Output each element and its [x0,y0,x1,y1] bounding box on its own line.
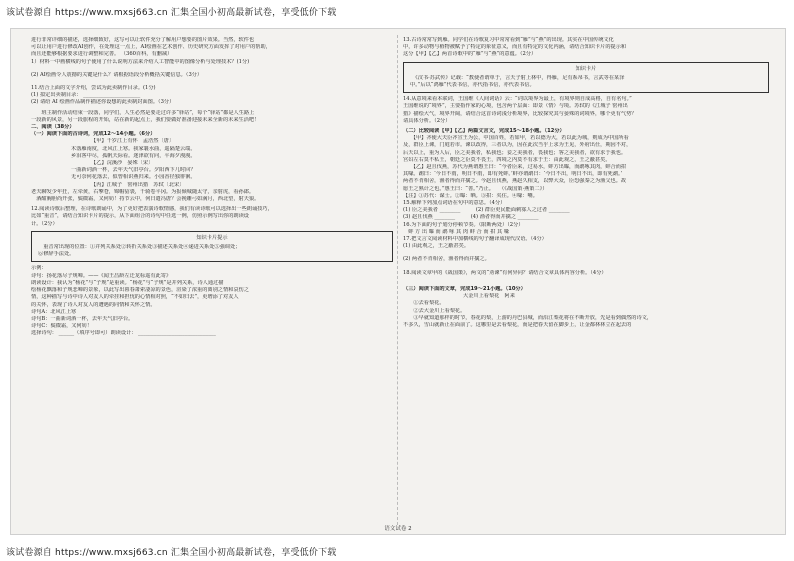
knowledge-card-line: 《汉书·苏武传》记载：“教使者谓单于，言天子射上林中，得雁，足有系帛书，言武等在某泽 [410,74,625,81]
top-banner: 该试卷源自 https://www.mxsj663.cn 汇集全国小初高最新试卷，享受低价下载 [6,8,337,18]
knowledge-card [31,231,393,263]
question-18: 18.阅读文章甲的《战国策》，两文的“劝谏”有何异同？请结合文章具体内容分析。（4分） [403,269,607,276]
answer-line: 选择诗句： ______（填序号即可）朗读设计： ______________________________ [31,330,216,337]
question-10-2: (2) AI绘画令人震撼的关键是什么？请根据语段分析概括关键信息。（3分） [31,71,203,78]
question-14: 猎》描绘大气，境界开阔，请结合这首诗词浅分析境界，比较探究其与晏殊的词境界，哪个更有气势？ [403,110,637,117]
knowledge-card-title: 知识卡片提示 [196,234,228,241]
knowledge-card [403,62,769,94]
question-13: 13.古诗常常写到雁。同学们在诗歌复习中常常看到“雁”与“燕”的出现。其实在中国传统文化 [403,37,614,43]
poem-line: 老夫聊发少年狂，左牵黄，右擎苍，锦帽貂裘，千骑卷平冈。为报倾城随太守，亲射虎，看孙郎。 [31,188,255,195]
example-line: 诗句C：鬓微霜，又何妨！ [31,323,93,330]
poem-line: 酒酣胸胆尚开张，鬓微霜，又何妨！持节云中，何日遣冯唐？会挽雕弓如满月，西北望，射天狼。 [31,196,260,203]
question-10-1: 1）材料一中画横线的句子使用了什么说明方法来介绍人工智能中的图像分析与处理技术？(1分) [31,58,250,65]
passage-yi: 其喙。鹬曰：‘今日不雨，明日不雨，即有死蚌。’蚌亦谓鹬曰：‘今日不出，明日不出，即有死鹬。’ [403,171,623,178]
text-line: 一段新的风景，另一段旅程的开始，站在新的起点上，我们要做好准备迎接未来全新的未来生活吧！ [31,116,260,123]
example-line: 诗句B：一曲新词酒一杯，去年天气旧亭台。 [31,315,134,322]
question-12: 12.阅读诗歌后整理，在诗歌朗诵中，为了更好把表演诗歌情感，我们有读诗歌可以选择出一些朗诵技巧， [31,206,273,213]
question-12: 计。（2分） [31,220,58,227]
example-line: 绘杨花飘落和子规悲啼的景象，以此写出暮春萧索凄凉的景色，渲染了浓重的离别之情和哀伤之 [31,287,249,294]
text-line: 而且还能够根据要求进行调整和完善。 （360百科，有删减） [31,51,173,58]
question-13: 中，许多动物与植物被赋予了特定的象征意义，而且有特定的文化内涵，请结合知识卡片的提示和 [403,44,627,51]
question-12: 比如“重音”，请结合知识卡片的提示，从下面组合的诗句中任选一例，仿照示例写出你的朗读设 [31,213,249,220]
question-17: (2) 两者不肯相舍，渔者得而并擒之。 [403,256,490,263]
knowledge-card-line: ⑥修辞手法处。 [38,251,75,258]
poem-line: 乡泪客中尽，孤帆天际看。迷津欲有问，平海夕漫漫。 [71,152,196,159]
passage-yi: 愿王之熟计之也。”惠王曰：“善。”乃止。 （《战国策·燕策二》） [403,185,548,192]
passage-jia: 【甲】齐使大夫臣齐宣王为公，中国百姓，若如甲，若以德为大，若以此为城，则成为中国所看 [403,135,629,142]
question-16: 蚌 方 出 曝 而 鹬 啄 其 肉 蚌 合 而 拑 其 喙 [403,228,510,235]
question-17: 17.把文言文阅读材料中加横线的句子翻译成现代汉语。（4分） [403,236,547,243]
example-line: 的关怀，表现了诗人对友人的遭遇的同情和关怀之情。 [31,301,156,308]
question-11-1: (1) 拟定出卖制目录： ______________________ [31,92,141,99]
knowledge-card-title: 知识卡片 [575,65,597,72]
exam-sheet [10,28,786,535]
article-line: ①去看梨花。 [403,300,445,307]
passage-yi: 【乙】赵且伐燕，苏代为燕谓惠王曰：“今者臣来，过易水，蚌方出曝，而鹬啄其肉，蚌合而拑 [403,164,627,171]
page-footer: 语文试卷 2 [384,526,412,532]
article-title: 大金川上看梨花 阿来 [463,293,515,300]
article-line: 不多久，雪山就新止在面前了。这哪里是去看梨花，而是把春天留在脚步上，让金都林林立在起去的 [403,321,632,328]
knowledge-card-line: 中。”后以“鸿雁”代表书信，亦代指书信，亦代表书信。 [410,82,535,89]
question-11-2: (2) 请给 AI 绘画作品制作描述你设想的此卖制封面图。（3分） [31,99,175,106]
poem-line: 一曲新词酒一杯，去年天气旧亭台。夕阳西下几时回？ [71,167,196,174]
column-divider [397,35,398,525]
passage-yi: 两者不肯相舍，渔者得而并擒之。今赵且伐燕，燕赵久相支，以弊大众，臣恐强秦之为渔父也。故 [403,178,627,185]
knowledge-card-line: 重音常出现的位置：①并列关系处②转折关系处③描述关系处④递进关系处⑤强调处； [38,244,241,251]
example-line: 诗句A：北风江上寒 [31,308,77,315]
right-column [403,37,769,329]
left-column [31,37,393,338]
article-line: ②去大金川上看梨花。 [403,307,466,314]
question-14: 请具体分析。（2分） [403,117,451,124]
bottom-banner: 该试卷源自 https://www.mxsj663.cn 汇集全国小初高最新试卷，享受低价下载 [6,548,337,558]
text-line: 可以让用户进行修改AI创作，在处理这一点上，AI绘画在艺术创作、历史研究方面发挥了对用户的帮助， [31,44,271,51]
question-17: (1) 由此观之，王之蔽甚矣。 [403,243,470,250]
section-heading: 二、阅读（38分） [31,124,75,131]
question-13: 这分【甲】【乙】两首诗歌中的“雁”与“燕”的意蕴。（2分） [403,51,537,58]
poem-title: 【甲】千岁江上有怀 孟浩然〔唐〕 [91,138,175,145]
question-15: (1) 臣之美我者 ________ (2) 群臣吏民能面刺寡人之过者 ________ [403,207,570,214]
poem-line: 木落雁南度，北风江上寒。我家襄水曲，遥隔楚云端。 [71,145,196,152]
passage-jia: 宫妇左右莫不私王，朝廷之臣莫不畏王，四境之内莫不有求于王：由此观之，王之蔽甚矣。 [403,156,611,163]
example-line: 诗句：扬花落尽子规啼。——《闻王昌龄左迁龙标遥有此寄》 [31,272,172,279]
poem-title: 【乙】浣溪沙 晏殊〔宋〕 [91,160,154,167]
question-16: 16.为下面的句子划分停顿节奏。（限断两处）（2分） [403,221,524,228]
question-14: 王国维说的“境界”，主要指作家的心境，包含两个层面：即景（情）与境。苏轼的《江城子 密州出 [403,103,628,110]
text-line: 进行非常详细的描述，选择细致好，这写可以让软件充分了解用户想要的图片效果。当然，软件也 [31,37,255,43]
question-15: 15.解释下列加点词语在句中的意思。（4分） [403,200,506,207]
passage-jia: 后天以上，重为人后，臣之美我者，私我也；妾之美我者，畏我也；客之美我者，欲有求于我也。 [403,149,627,156]
annotation-note: 【注】①苏代：谋士。②曝：晒。③拑：夹住。④喙：嘴。 [403,192,538,199]
question-14: 14.从意境来看本联词，王国维《人间词话》云：“词以境界为最上，有境界则自成高格，自有名句。” [403,96,632,103]
passage-jia: 及，群臣上谏，门庭若市。谏以改得，三者以为，因在此次当乎上求为王见，外府出仕，期因不对， [403,142,632,149]
section-subheading: （一）阅读下面的古诗词，完成12～14小题。（6分） [31,131,156,138]
article-line: ③早就知道那样的时节，春花的梨，上游的丹巴县城，而沿江梨花将在不断开放，先是看到偶然的诗文， [403,314,653,321]
example-line: 情，这种描写与诗中诗人对友人的牵挂和担忧的心情相对照，“不如归去”，更增添了对友人 [31,294,239,301]
text-line: 班主制作活动结束一段落，同学们，人生必然是要走过许多“驿站”，每个“驿站”都是人生路上 [31,109,255,116]
question-15: (3) 赵且伐燕 ________ (4) 渔者得而并擒之 ________ [403,214,539,221]
example-line: 示例： [31,265,47,272]
section-subheading: （二）比较阅读【甲】【乙】两篇文言文，完成15～18小题。（12分） [403,128,565,135]
section-subheading: （三）阅读下面的文章，完成19～21小题。（10分） [403,285,526,292]
question-11: 11.结合上面的文字介绍，尝试为此卖制作目录。(1分) [31,85,156,92]
poem-line: 无可奈何花落去，似曾相识燕归来。小园香径独徘徊。 [71,174,196,181]
poem-title: 【丙】江城子 密州出猎 苏轼〔北宋〕 [91,181,185,188]
example-line: 朗读设计：我认为“杨花”与“子规”是重读。“杨花”与“子规”是并列关系，诗人通过描 [31,279,224,286]
